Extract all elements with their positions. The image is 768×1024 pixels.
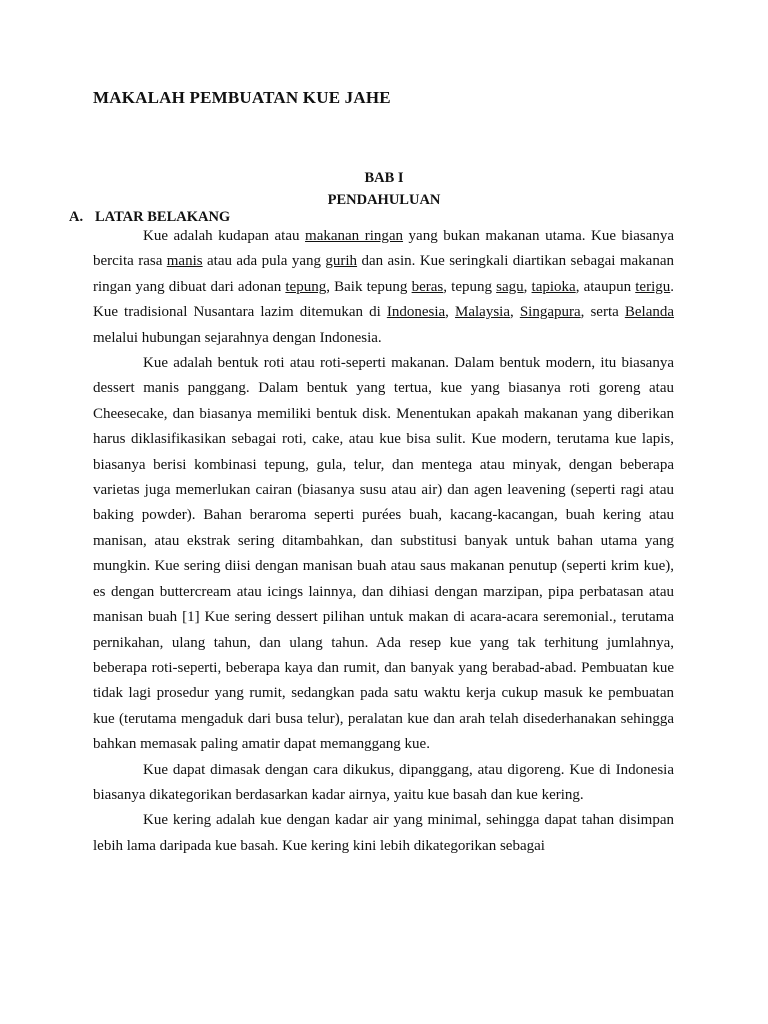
text-run: , Baik tepung xyxy=(326,278,412,295)
link-indonesia[interactable]: Indonesia xyxy=(386,304,446,321)
text-run: , tepung xyxy=(443,278,497,295)
link-makanan-ringan[interactable]: makanan ringan xyxy=(305,228,404,244)
link-tepung[interactable]: tepung xyxy=(285,278,327,295)
text-run: . Kue tradisional Nusantara lazim ditemukan di xyxy=(93,278,674,321)
text-run: , ataupun xyxy=(575,278,636,295)
text-run: yang bukan makanan utama. Kue biasanya bercita rasa xyxy=(93,228,675,270)
text-run: dan asin. Kue seringkali diartikan sebagai makanan ringan yang dibuat dari adonan xyxy=(93,253,675,295)
chapter-number: BAB I xyxy=(364,170,404,186)
section-title: LATAR BELAKANG xyxy=(95,209,231,225)
link-manis[interactable]: manis xyxy=(166,253,203,270)
link-gurih[interactable]: gurih xyxy=(325,253,358,270)
link-malaysia[interactable]: Malaysia xyxy=(455,304,510,321)
text-run: , serta xyxy=(580,304,625,321)
text-run: , xyxy=(445,304,455,321)
section-letter: A. xyxy=(69,209,84,225)
body-text xyxy=(93,224,674,859)
link-singapura[interactable]: Singapura xyxy=(519,304,581,321)
link-terigu[interactable]: terigu xyxy=(635,278,671,295)
link-sagu[interactable]: sagu xyxy=(496,278,524,295)
document-title: MAKALAH PEMBUATAN KUE JAHE xyxy=(93,88,391,107)
paragraph-4: Kue kering adalah kue dengan kadar air yang minimal, sehingga dapat tahan disimpan lebih lama daripada kue basah. Kue kering kini lebih dikategorikan sebagai xyxy=(93,812,674,854)
link-beras[interactable]: beras xyxy=(411,278,444,295)
link-tapioka[interactable]: tapioka xyxy=(531,278,576,295)
text-run: Kue adalah kudapan atau xyxy=(143,228,306,244)
paragraph-2: Kue adalah bentuk roti atau roti-seperti makanan. Dalam bentuk modern, itu biasanya dessert manis panggang. Dalam bentuk yang tertua, kue yang biasanya roti goreng atau Cheesecake, dan biasanya memiliki bentuk disk. Menentukan apakah makanan yang diberikan harus diklasifikasikan sebagai roti, cake, atau kue bisa sulit. Kue modern, terutama kue lapis, biasanya berisi kombinasi tepung, gula, telur, dan mentega atau minyak, dengan beberapa varietas juga memerlukan cairan (biasanya susu atau air) dan agen leavening (seperti ragi atau baking powder). Bahan beraroma seperti purées buah, kacang-kacangan, buah kering atau manisan, atau ekstrak sering ditambahkan, dan substitusi banyak untuk bahan utama yang mungkin. Kue sering diisi dengan manisan buah atau saus makanan penutup (seperti krim kue), es dengan buttercream atau icings lainnya, dan dihiasi dengan marzipan, pipa perbatasan atau manisan buah [1] Kue sering dessert pilihan untuk makan di acara-acara seremonial., terutama pernikahan, ulang tahun, dan ulang tahun. Ada resep kue yang tak terhitung jumlahnya, beberapa roti-seperti, beberapa kaya dan rumit, dan banyak yang berabad-abad. Pembuatan kue tidak lagi prosedur yang rumit, sedangkan pada satu waktu kerja cukup masuk ke pembuatan kue (terutama mengaduk dari busa telur), peralatan kue dan arah telah disederhanakan sehingga bahkan memasak paling amatir dapat memanggang kue. xyxy=(93,355,674,753)
link-belanda[interactable]: Belanda xyxy=(624,304,675,321)
text-run: , xyxy=(509,304,520,321)
paragraph-1 xyxy=(93,224,674,351)
paragraph-3: Kue dapat dimasak dengan cara dikukus, dipanggang, atau digoreng. Kue di Indonesia biasanya dikategorikan berdasarkan kadar airnya, yaitu kue basah dan kue kering. xyxy=(93,761,674,803)
text-run: melalui hubungan sejarahnya dengan Indonesia. xyxy=(93,329,382,346)
text-run: atau ada pula yang xyxy=(202,253,326,270)
text-run: , xyxy=(523,278,532,295)
chapter-title: PENDAHULUAN xyxy=(327,192,441,208)
